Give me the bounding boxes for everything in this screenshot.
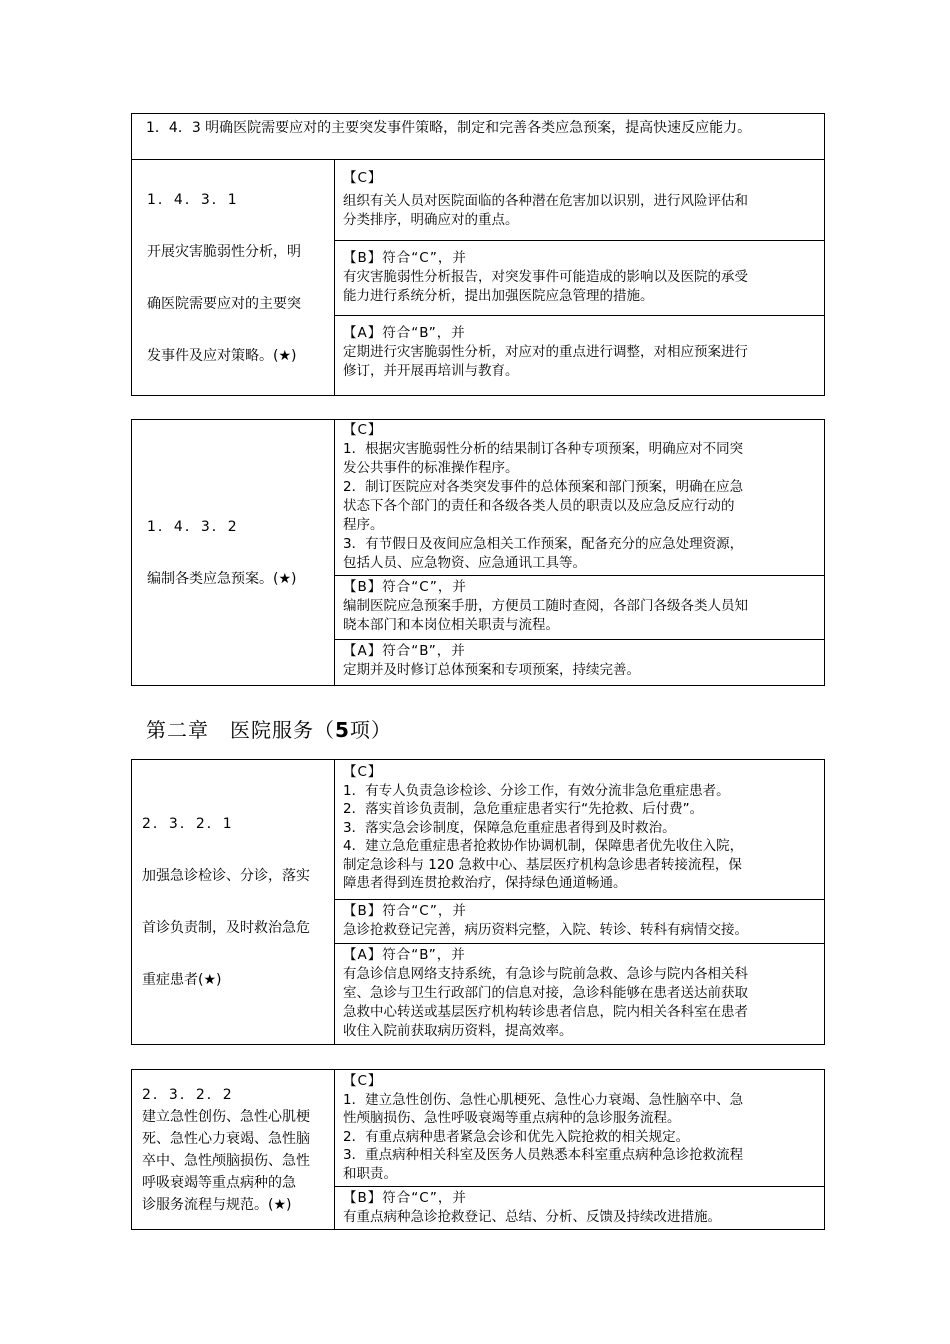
criteria-code: 2．3．2．2 bbox=[142, 1086, 234, 1103]
criteria-title-line: 发事件及应对策略。(★) bbox=[147, 347, 297, 364]
grade-text: 3．重点病种相关科室及医务人员熟悉本科室重点病种急诊抢救流程 bbox=[343, 1147, 744, 1163]
grade-text: 发公共事件的标准操作程序。 bbox=[343, 460, 519, 476]
criteria-title-line: 死、急性心力衰竭、急性脑 bbox=[142, 1130, 310, 1147]
grade-label: 【C】 bbox=[343, 170, 383, 186]
grade-text: 包括人员、应急物资、应急通讯工具等。 bbox=[343, 555, 586, 571]
grade-label: 【A】符合“B”，并 bbox=[343, 643, 466, 659]
grade-text: 和职责。 bbox=[343, 1165, 397, 1182]
grade-text: 3．有节假日及夜间应急相关工作预案，配备充分的应急处理资源， bbox=[343, 536, 744, 552]
criteria-row-2321 bbox=[132, 760, 824, 1044]
criteria-code: 2．3．2．1 bbox=[142, 816, 234, 832]
criteria-title-1431 bbox=[132, 160, 335, 395]
grade-b bbox=[335, 575, 824, 639]
table-2322 bbox=[131, 1069, 825, 1230]
grade-text: 2．落实首诊负责制，急危重症患者实行“先抢救、后付费”。 bbox=[343, 801, 704, 817]
criteria-title-line: 开展灾害脆弱性分析，明 bbox=[147, 243, 301, 260]
criteria-title-2322 bbox=[132, 1070, 335, 1229]
criteria-title-line: 确医院需要应对的主要突 bbox=[147, 295, 301, 312]
grade-text: 有急诊信息网络支持系统，有急诊与院前急救、急诊与院内各相关科 bbox=[343, 966, 748, 982]
grade-text: 定期并及时修订总体预案和专项预案，持续完善。 bbox=[343, 662, 640, 678]
criteria-title-line: 卒中、急性颅脑损伤、急性 bbox=[142, 1152, 310, 1169]
criteria-title-line: 诊服务流程与规范。(★) bbox=[142, 1196, 292, 1213]
grade-c bbox=[335, 1070, 824, 1186]
chapter-prefix: 第二章 医院服务（ bbox=[146, 718, 335, 742]
grade-text: 状态下各个部门的责任和各级各类人员的职责以及应急反应行动的 bbox=[343, 498, 735, 514]
grade-c bbox=[335, 160, 824, 240]
section-header-143: 1．4．3 明确医院需要应对的主要突发事件策略，制定和完善各类应急预案，提高快速反应能力。 bbox=[146, 120, 752, 136]
criteria-title-line: 重症患者(★) bbox=[142, 972, 222, 988]
criteria-title-line: 呼吸衰竭等重点病种的急 bbox=[142, 1174, 296, 1191]
chapter-heading bbox=[146, 714, 392, 743]
grade-b bbox=[335, 240, 824, 315]
grade-text: 性颅脑损伤、急性呼吸衰竭等重点病种的急诊服务流程。 bbox=[343, 1110, 681, 1126]
criteria-code: 1．4．3．1 bbox=[147, 191, 239, 208]
grade-text: 能力进行系统分析，提出加强医院应急管理的措施。 bbox=[343, 288, 654, 304]
table-1432 bbox=[131, 419, 825, 686]
grade-label: 【C】 bbox=[343, 764, 383, 780]
criteria-row-1431 bbox=[132, 159, 824, 395]
grade-label: 【B】符合“C”，并 bbox=[343, 903, 467, 919]
grade-label: 【A】符合“B”，并 bbox=[343, 325, 466, 341]
grade-c bbox=[335, 760, 824, 899]
criteria-title-line: 建立急性创伤、急性心肌梗 bbox=[142, 1108, 310, 1125]
criteria-title-line: 编制各类应急预案。(★) bbox=[147, 570, 297, 587]
grade-text: 4．建立急危重症患者抢救协作协调机制，保障患者优先收住入院， bbox=[343, 838, 744, 854]
grade-c bbox=[335, 420, 824, 575]
grade-label: 【C】 bbox=[343, 422, 383, 438]
grade-text: 程序。 bbox=[343, 517, 384, 533]
grade-label: 【C】 bbox=[343, 1073, 383, 1089]
grade-text: 3．落实急会诊制度，保障急危重症患者得到及时救治。 bbox=[343, 819, 676, 836]
criteria-title-line: 首诊负责制，及时救治急危 bbox=[142, 920, 310, 936]
table-1431 bbox=[131, 113, 825, 396]
criteria-title-2321 bbox=[132, 760, 335, 1044]
grade-text: 修订，并开展再培训与教育。 bbox=[343, 363, 519, 379]
grade-a bbox=[335, 639, 824, 685]
grade-b bbox=[335, 899, 824, 943]
table-2321 bbox=[131, 759, 825, 1045]
grade-label: 【B】符合“C”，并 bbox=[343, 579, 467, 595]
chapter-count: 5 bbox=[335, 718, 350, 742]
grade-text: 急救中心转送或基层医疗机构转诊患者信息，院内相关各科室在患者 bbox=[343, 1004, 748, 1020]
grade-text: 急诊抢救登记完善，病历资料完整，入院、转诊、转科有病情交接。 bbox=[343, 922, 748, 938]
grade-text: 2．制订医院应对各类突发事件的总体预案和部门预案，明确在应急 bbox=[343, 479, 744, 495]
criteria-row-2322 bbox=[132, 1070, 824, 1229]
grade-text: 定期进行灾害脆弱性分析，对应对的重点进行调整，对相应预案进行 bbox=[343, 344, 748, 360]
grade-b bbox=[335, 1186, 824, 1230]
grade-text: 晓本部门和本岗位相关职责与流程。 bbox=[343, 617, 559, 633]
grade-text: 编制医院应急预案手册，方便员工随时查阅，各部门各级各类人员知 bbox=[343, 598, 748, 614]
grade-label: 【B】符合“C”，并 bbox=[343, 250, 467, 266]
grade-text: 1．有专人负责急诊检诊、分诊工作，有效分流非急危重症患者。 bbox=[343, 782, 730, 799]
grade-text: 制定急诊科与 120 急救中心、基层医疗机构急诊患者转接流程，保 bbox=[343, 856, 742, 873]
grade-text: 2．有重点病种患者紧急会诊和优先入院抢救的相关规定。 bbox=[343, 1128, 690, 1145]
grade-text: 收住入院前获取病历资料，提高效率。 bbox=[343, 1023, 573, 1039]
grade-text: 有重点病种急诊抢救登记、总结、分析、反馈及持续改进措施。 bbox=[343, 1209, 721, 1225]
grade-text: 室、急诊与卫生行政部门的信息对接，急诊科能够在患者送达前获取 bbox=[343, 985, 748, 1001]
grade-text: 1．建立急性创伤、急性心肌梗死、急性心力衰竭、急性脑卒中、急 bbox=[343, 1091, 744, 1108]
grade-a bbox=[335, 943, 824, 1044]
criteria-title-1432 bbox=[132, 420, 335, 685]
criteria-row-1432 bbox=[132, 420, 824, 685]
grade-a bbox=[335, 315, 824, 395]
criteria-title-line: 加强急诊检诊、分诊，落实 bbox=[142, 868, 310, 884]
criteria-code: 1．4．3．2 bbox=[147, 518, 239, 535]
grade-text: 分类排序，明确应对的重点。 bbox=[343, 212, 519, 228]
grade-text: 1．根据灾害脆弱性分析的结果制订各种专项预案，明确应对不同突 bbox=[343, 441, 744, 457]
grade-text: 障患者得到连贯抢救治疗，保持绿色通道畅通。 bbox=[343, 875, 627, 891]
grade-text: 组织有关人员对医院面临的各种潜在危害加以识别，进行风险评估和 bbox=[343, 193, 748, 209]
grade-label: 【A】符合“B”，并 bbox=[343, 947, 466, 963]
chapter-suffix: 项） bbox=[349, 718, 392, 742]
grade-text: 有灾害脆弱性分析报告，对突发事件可能造成的影响以及医院的承受 bbox=[343, 269, 748, 285]
grade-label: 【B】符合“C”，并 bbox=[343, 1190, 467, 1206]
